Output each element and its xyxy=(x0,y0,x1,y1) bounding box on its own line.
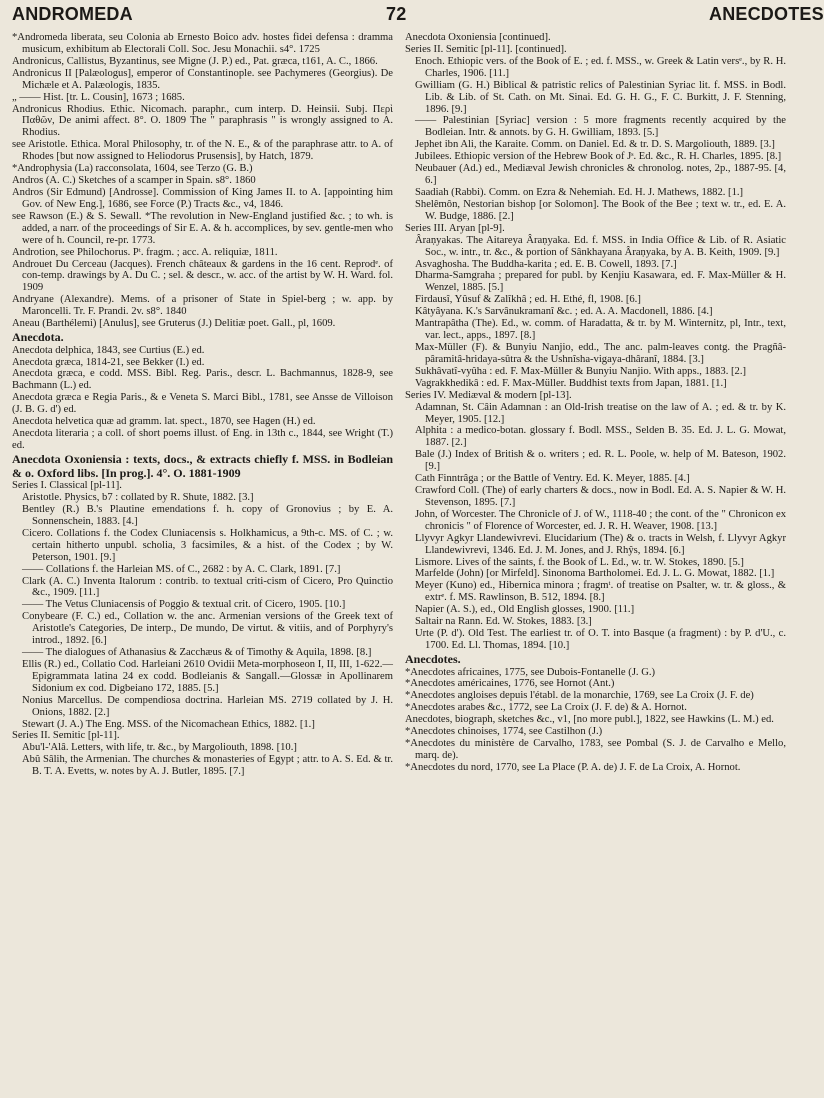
sub-entry: Bale (J.) Index of British & o. writers ; ed. R. L. Poole, w. help of M. Bateson, 1902. [9.] xyxy=(415,449,786,473)
left-column xyxy=(12,32,393,778)
catalogue-entry: Andros (A. C.) Sketches of a scamper in Spain. s8°. 1860 xyxy=(12,175,256,187)
catalogue-entry: *Androphysia (La) racconsolata, 1604, see Terzo (G. B.) xyxy=(12,163,253,175)
heading-entry: Anecdotes. xyxy=(405,651,461,666)
catalogue-entry: *Anecdotes angloises depuis l'établ. de la monarchie, 1769, see La Croix (J. F. de) xyxy=(405,690,754,702)
sub-entry: Kâtyâyana. K.'s Sarvânukramanî &c. ; ed. A. A. Macdonell, 1886. [4.] xyxy=(415,306,713,318)
catalogue-entry: Androtion, see Philochorus. Pᵗ. fragm. ; acc. A. reliquiæ, 1811. xyxy=(12,246,278,258)
catalogue-entry: Anecdota delphica, 1843, see Curtius (E.) ed. xyxy=(12,344,205,356)
sub-entry: Jephet ibn Ali, the Karaite. Comm. on Daniel. Ed. & tr. D. S. Margoliouth, 1889. [3.] xyxy=(415,139,775,151)
sub-entry: Abû Sâlih, the Armenian. The churches & monasteries of Egypt ; attr. to A. S. Ed. & tr. B. T. A. Evetts, w. notes by A. J. Butler, 1895. [7.] xyxy=(22,754,393,778)
running-head-left: ANDROMEDA xyxy=(12,4,133,24)
catalogue-entry: *Anecdotes américaines, 1776, see Hornot (Ant.) xyxy=(405,678,615,690)
sub-entry: Abu'l-'Alâ. Letters, with life, tr. &c., by Margoliouth, 1898. [10.] xyxy=(22,742,297,754)
sub-entry: Saltair na Rann. Ed. W. Stokes, 1883. [3.] xyxy=(415,616,592,628)
sub-entry: Max-Müller (F). & Bunyiu Nanjio, edd., The anc. palm-leaves contg. the Pragñâ-pâramitâ-hridaya-sûtra & the Ushnîsha-vigaya-dhâranî, 1884. [3.] xyxy=(415,341,786,365)
catalogue-entry: Series I. Classical [pl-11]. xyxy=(12,480,122,492)
catalogue-entry: see Aristotle. Ethica. Moral Philosophy, tr. of the N. E., & of the paraphrase attr. to A. of Rhodes [but now assigned to Heliodorus Prusensis], by Hatch, 1879. xyxy=(12,139,393,163)
sub-entry: Clark (A. C.) Inventa Italorum : contrib. to textual criti-cism of Cicero, Pro Quinctio &c., 1909. [11.] xyxy=(22,575,393,599)
catalogue-entry: Anecdota literaria ; a coll. of short poems illust. of Eng. in 13th c., 1844, see Wright (T.) ed. xyxy=(12,428,393,452)
sub-entry: Napier (A. S.), ed., Old English glosses, 1900. [11.] xyxy=(415,604,635,616)
sub-entry: Asvaghosha. The Buddha-karita ; ed. E. B. Cowell, 1893. [7.] xyxy=(415,258,677,270)
catalogue-entry: *Anecdotes du ministère de Carvalho, 1783, see Pombal (S. J. de Carvalho e Mello, marq. de). xyxy=(405,738,786,761)
sub-entry: Lismore. Lives of the saints, f. the Book of L. Ed., w. tr. W. Stokes, 1890. [5.] xyxy=(415,556,744,568)
right-column xyxy=(405,32,786,774)
sub-entry: Cicero. Collations f. the Codex Cluniacensis s. Holkhamicus, a 9th-c. MS. of C. ; w. certain hitherto unpubl. scholia, 3 facsimiles, & a hist. of the Codex ; by W. Peterson, 1901. [9.] xyxy=(22,527,393,563)
catalogue-entry: *Anecdotes du nord, 1770, see La Place (P. A. de) J. F. de La Croix, A. Hornot. xyxy=(405,761,741,773)
sub-entry: —— Collations f. the Harleian MS. of C., 2682 : by A. C. Clark, 1891. [7.] xyxy=(22,563,341,575)
sub-entry: Meyer (Kuno) ed., Hibernica minora ; fragmᵗ. of treatise on Psalter, w. tr. & gloss., & extrᵉ. f. MS. Rawlinson, B. 512, 1894. [8.] xyxy=(415,580,786,604)
catalogue-entry: Series II. Semitic [pl-11]. xyxy=(12,730,120,742)
catalogue-entry: see Rawson (E.) & S. Sewall. *The revolution in New-England justified &c. ; to wh. is added, a narr. of the proceedings of Sir E. A. & h. accomplices, by sev. gentle-men who were of h. Council, re-pr. 1773. xyxy=(12,210,393,246)
sub-entry: Llyvyr Agkyr Llandewivrevi. Elucidarium (The) & o. tracts in Welsh, f. Llyvyr Agkyr Llandewivrevi, 1346. Ed. J. M. Jones, and J. Rhŷs, 1894. [6.] xyxy=(415,532,786,556)
sub-entry: —— The Vetus Cluniacensis of Poggio & textual crit. of Cicero, 1905. [10.] xyxy=(22,599,346,611)
sub-entry: Jubilees. Ethiopic version of the Hebrew Book of Jˢ. Ed. &c., R. H. Charles, 1895. [8.] xyxy=(415,151,782,163)
sub-entry: Marfelde (John) [or Mirfeld]. Sinonoma Bartholomei. Ed. J. L. G. Mowat, 1882. [1.] xyxy=(415,568,775,580)
catalogue-entry: Anecdota helvetica quæ ad gramm. lat. spect., 1870, see Hagen (H.) ed. xyxy=(12,416,316,428)
sub-entry: Bentley (R.) B.'s Plautine emendations f. h. copy of Gronovius ; by E. A. Sonnenschein, 1883. [4.] xyxy=(22,503,393,527)
catalogue-entry: *Andromeda liberata, seu Colonia ab Ernesto Boico adv. hostes fidei defensa : dramma musicum, exhibitum ab Electorali Coll. Soc. Jesu Monachii. s4°. 1725 xyxy=(12,32,393,55)
sub-entry: Dharma-Samgraha ; prepared for publ. by Kenjiu Kasawara, ed. F. Max-Müller & H. Wenzel, 1885. [5.] xyxy=(415,270,786,294)
catalogue-entry: Anecdota græca e Regia Paris., & e Veneta S. Marci Bibl., 1781, see Ansse de Villoison (J. B. G. d') ed. xyxy=(12,392,393,416)
sub-entry: Sukhâvatî-vyûha : ed. F. Max-Müller & Bunyiu Nanjio. With apps., 1883. [2.] xyxy=(415,365,747,377)
catalogue-entry: *Anecdotes africaines, 1775, see Dubois-Fontanelle (J. G.) xyxy=(405,666,656,678)
catalogue-entry: Andros (Sir Edmund) [Androsse]. Commission of King James II. to A. [appointing him Gov. of New Eng.], 1686, see Force (P.) Tracts &c., v4, 1846. xyxy=(12,186,393,210)
sub-entry: Adamnan, St. Câin Adamnan : an Old-Irish treatise on the law of A. ; ed. & tr. by K. Meyer, 1905. [12.] xyxy=(415,401,786,425)
sub-entry: Firdausî, Yûsuf & Zalîkhâ ; ed. H. Ethé, fl, 1908. [6.] xyxy=(415,294,641,306)
sub-entry: Âraṇyakas. The Aitareya Âraṇyaka. Ed. f. MSS. in India Office & Lib. of R. Asiatic Soc., w. intr., tr. &c., & portion of Sânkhayana Âraṇyaka, by A. B. Keith, 1909. [9.] xyxy=(415,234,786,258)
catalogue-entry: Series II. Semitic [pl-11]. [continued]. xyxy=(405,43,567,55)
catalogue-entry: Andronicus II [Palæologus], emperor of Constantinople. see Pachymeres (Georgius). De Michæle et A. Palæologis, 1835. xyxy=(12,67,393,91)
catalogue-entry: Andryane (Alexandre). Mems. of a prisoner of State in Spiel-berg ; w. app. by Maroncelli. Tr. F. Prandi. 2v. s8°. 1840 xyxy=(12,294,393,318)
sub-entry: Neubauer (Ad.) ed., Mediæval Jewish chronicles & chronolog. notes, 2p., 1887-95. [4, 6.] xyxy=(415,163,786,187)
sub-entry: Nonius Marcellus. De compendiosa doctrina. Harleian MS. 2719 collated by J. H. Onions, 1882. [2.] xyxy=(22,694,393,718)
catalogue-entry: Anecdotes, biograph, sketches &c., v1, [no more publ.], 1822, see Hawkins (L. M.) ed. xyxy=(405,714,774,726)
sub-entry: —— Palestinian [Syriac] version : 5 more fragments recently acquired by the Bodleian. Intr. & annots. by G. H. Gwilliam, 1893. [5.] xyxy=(415,115,786,139)
sub-entry: Crawford Coll. (The) of early charters & docs., now in Bodl. Ed. A. S. Napier & W. H. Stevenson, 1895. [7.] xyxy=(415,485,786,508)
catalogue-entry: „ —— Hist. [tr. L. Cousin], 1673 ; 1685. xyxy=(12,91,185,103)
sub-entry: Vagrakkhedikâ : ed. F. Max-Müller. Buddhist texts from Japan, 1881. [1.] xyxy=(415,377,727,389)
sub-entry: Gwilliam (G. H.) Biblical & patristic relics of Palestinian Syriac lit. f. MSS. in Bodl. Lib. & Lib. of St. Cath. on Mt. Sinai. Ed. G. H. G., F. C. Burkitt, J. F. Stenning, 1896. [9.] xyxy=(415,79,786,115)
sub-entry: Saadiah (Rabbi). Comm. on Ezra & Nehemiah. Ed. H. J. Mathews, 1882. [1.] xyxy=(415,186,744,198)
sub-entry: Alphita : a medico-botan. glossary f. Bodl. MSS., Selden B. 35. Ed. J. L. G. Mowat, 1887. [2.] xyxy=(415,425,786,449)
catalogue-entry: Series IV. Mediæval & modern [pl-13]. xyxy=(405,389,572,401)
sub-entry: Urte (P. d'). Old Test. The earliest tr. of O. T. into Basque (a fragment) : by P. d'U., c. 1700. Ed. Ll. Thomas, 1894. [10.] xyxy=(415,628,786,652)
sub-entry: Shelêmôn, Nestorian bishop [or Solomon]. The Book of the Bee ; text w. tr., ed. E. A. W. Budge, 1886. [2.] xyxy=(415,198,786,222)
catalogue-entry: Andronicus, Callistus, Byzantinus, see Migne (J. P.) ed., Pat. græca, t161, A. C., 1866. xyxy=(12,55,378,67)
sub-entry: Cath Finntrâga ; or the Battle of Ventry. Ed. K. Meyer, 1885. [4.] xyxy=(415,473,690,485)
sub-entry: Stewart (J. A.) The Eng. MSS. of the Nicomachean Ethics, 1882. [1.] xyxy=(22,718,315,730)
sub-entry: Enoch. Ethiopic vers. of the Book of E. ; ed. f. MSS., w. Greek & Latin versᵉ., by R. H. Charles, 1906. [11.] xyxy=(415,55,786,79)
catalogue-entry: Andronicus Rhodius. Ethic. Nicomach. paraphr., cum interp. D. Heinsii. Subj. Περὶ Παθῶν, De animi affect. 8°. O. 1809 The " paraphrasis " is wrongly assigned to A. Rhodius. xyxy=(12,103,393,139)
page-number: 72 xyxy=(386,4,407,24)
sub-entry: John, of Worcester. The Chronicle of J. of W., 1118-40 ; the cont. of the " Chronicon ex chronicis " of Florence of Worcester, ed. J. R. H. Weaver, 1908. [13.] xyxy=(415,508,786,532)
catalogue-entry: Anecdota græca, 1814-21, see Bekker (I.) ed. xyxy=(12,356,205,368)
catalogue-entry: *Anecdotes chinoises, 1774, see Castilhon (J.) xyxy=(405,726,603,738)
catalogue-entry: Androuet Du Cerceau (Jacques). French châteaux & gardens in the 16 cent. Reprodᵉ. of con-temp. drawings by A. Du C. ; sel. & descr., w. acc. of the artist by W. H. Ward. fol. 1909 xyxy=(12,258,393,294)
heading-entry: Anecdota. xyxy=(12,330,64,345)
sub-entry: Mantrapâtha (The). Ed., w. comm. of Haradatta, & tr. by M. Winternitz, pl, Intr., text, var. lect., apps., 1897. [8.] xyxy=(415,318,786,342)
catalogue-entry: *Anecdotes arabes &c., 1772, see La Croix (J. F. de) & A. Hornot. xyxy=(405,702,687,714)
running-head-right: ANECDOTES xyxy=(709,4,824,24)
sub-entry: Aristotle. Physics, b7 : collated by R. Shute, 1882. [3.] xyxy=(22,492,254,504)
catalogue-entry: Anecdota græca, e codd. MSS. Bibl. Reg. Paris., descr. L. Bachmannus, 1828-9, see Bachmann (L.) ed. xyxy=(12,368,393,392)
catalogue-entry: Aneau (Barthélemi) [Anulus], see Gruterus (J.) Delitiæ poet. Gall., pl, 1609. xyxy=(12,318,336,330)
heading-entry: Anecdota Oxoniensia : texts, docs., & extracts chiefly f. MSS. in Bodleian & o. Oxford libs. [In prog.]. 4°. O. 1881-1909 xyxy=(12,451,393,480)
catalogue-entry: Series III. Aryan [pl-9]. xyxy=(405,222,505,234)
sub-entry: —— The dialogues of Athanasius & Zacchæus & of Timothy & Aquila, 1898. [8.] xyxy=(22,647,372,659)
catalogue-entry: Anecdota Oxoniensia [continued]. xyxy=(405,32,551,43)
sub-entry: Conybeare (F. C.) ed., Collation w. the anc. Armenian versions of the Greek text of Aristotle's Categories, De interp., De mundo, De virtut. & vitiis, and of Porphyry's introd., 1892. [6.] xyxy=(22,611,393,647)
sub-entry: Ellis (R.) ed., Collatio Cod. Harleiani 2610 Ovidii Meta-morphoseon I, II, III, 1-622.—Epigrammata latina 24 ex codd. Bodleianis & Sangall.—Glossæ in Apollinarem Sidonium ex cod. Digbeiano 172, 1885. [5.] xyxy=(22,658,393,694)
